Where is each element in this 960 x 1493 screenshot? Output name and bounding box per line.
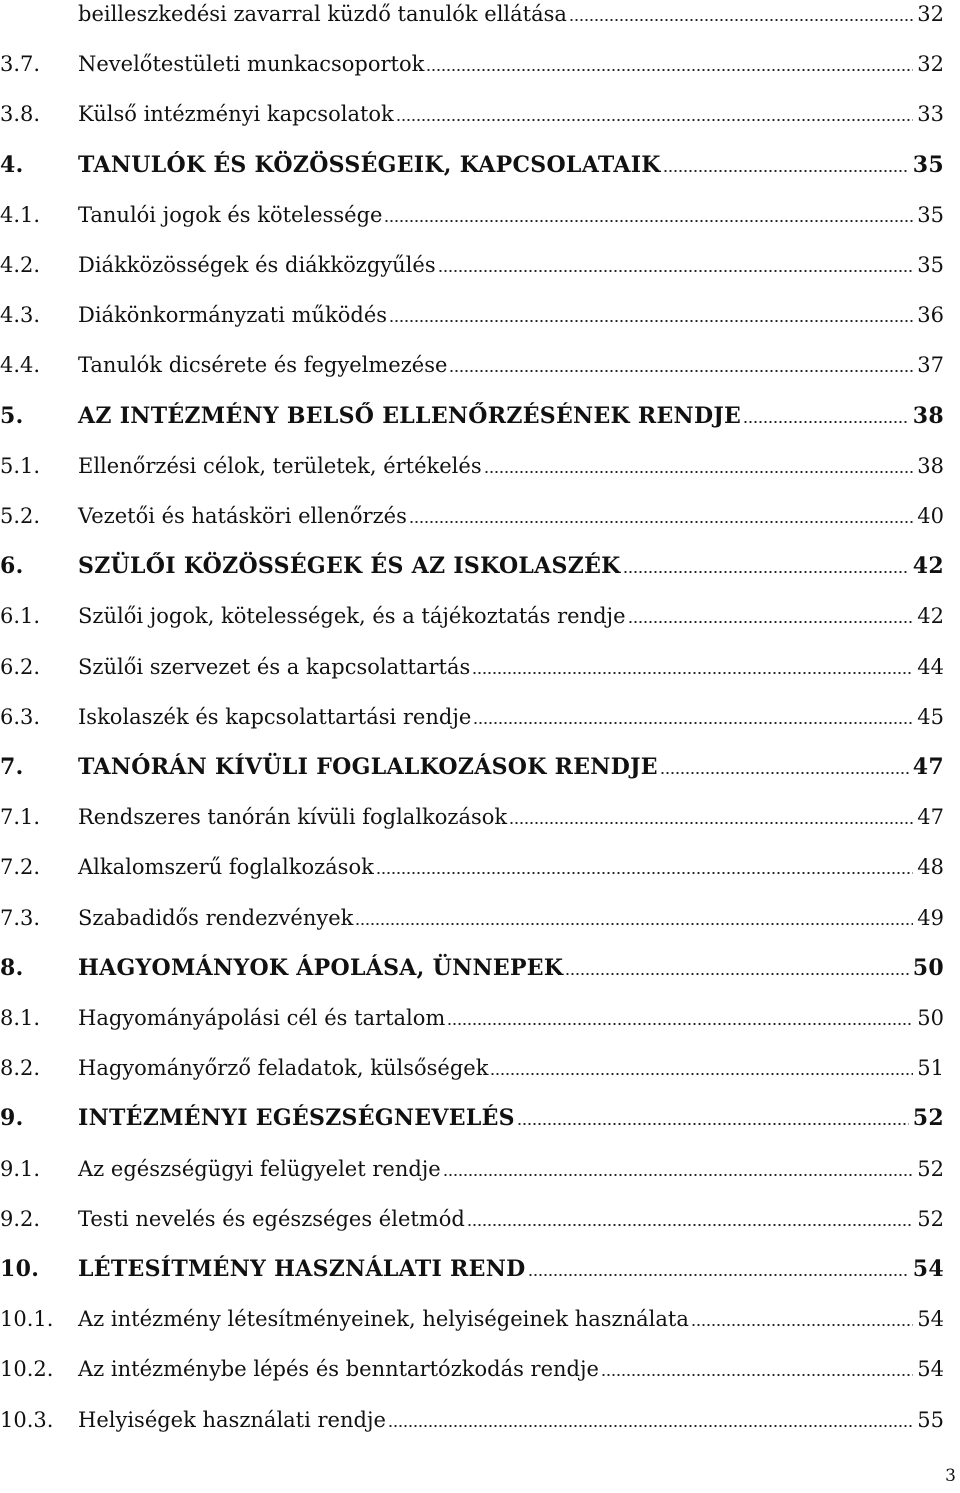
toc-entry-title: Az intézmény létesítményeinek, helyiségeinek használata bbox=[78, 1307, 689, 1332]
toc-chapter-entry[interactable] bbox=[0, 1089, 944, 1132]
toc-entry-title: Iskolaszék és kapcsolattartási rendje bbox=[78, 704, 472, 729]
toc-entry-number: 10.3. bbox=[0, 1407, 54, 1432]
toc-dot-leader bbox=[490, 1073, 913, 1075]
toc-section-entry[interactable] bbox=[0, 487, 944, 527]
toc-dot-leader bbox=[660, 772, 909, 774]
toc-dot-leader bbox=[473, 722, 913, 724]
toc-section-entry[interactable] bbox=[0, 688, 944, 728]
toc-entry-number: 8.2. bbox=[0, 1056, 41, 1081]
toc-section-entry[interactable] bbox=[0, 889, 944, 929]
toc-dot-leader bbox=[628, 621, 914, 623]
toc-entry-title: AZ INTÉZMÉNY BELSŐ ELLENŐRZÉSÉNEK RENDJE bbox=[78, 402, 742, 429]
toc-entry-number: 4.2. bbox=[0, 253, 41, 277]
toc-entry-page: 54 bbox=[917, 1357, 944, 1382]
toc-dot-leader bbox=[388, 1425, 913, 1427]
page-number: 3 bbox=[945, 1466, 956, 1486]
toc-entry-page: 50 bbox=[917, 1006, 944, 1030]
toc-entry-number: 6.1. bbox=[0, 604, 41, 629]
toc-entry-page: 52 bbox=[917, 1156, 944, 1181]
toc-dot-leader bbox=[484, 471, 914, 473]
toc-section-entry[interactable] bbox=[0, 1140, 944, 1180]
toc-entry-title: Szülői jogok, kötelességek, és a tájékoztatás rendje bbox=[78, 604, 626, 629]
toc-entry-number: 8.1. bbox=[0, 1006, 41, 1030]
toc-chapter-entry[interactable] bbox=[0, 136, 944, 176]
toc-dot-leader bbox=[601, 1374, 913, 1376]
toc-dot-leader bbox=[449, 370, 913, 372]
toc-chapter-entry[interactable] bbox=[0, 387, 944, 427]
toc-entry-title: Külső intézményi kapcsolatok bbox=[78, 102, 394, 127]
toc-section-entry[interactable] bbox=[0, 638, 944, 678]
toc-dot-leader bbox=[396, 119, 913, 121]
toc-dot-leader bbox=[409, 521, 913, 523]
toc-entry-number: 7.1. bbox=[0, 805, 41, 830]
toc-chapter-entry[interactable] bbox=[0, 939, 944, 979]
toc-entry-page: 35 bbox=[917, 202, 944, 227]
toc-entry-page: 49 bbox=[917, 905, 944, 930]
toc-entry-number: 10.1. bbox=[0, 1307, 54, 1332]
toc-entry-number: 7.3. bbox=[0, 905, 41, 930]
toc-entry-title: TANULÓK ÉS KÖZÖSSÉGEIK, KAPCSOLATAIK bbox=[78, 151, 661, 178]
toc-entry-title: Vezetői és hatásköri ellenőrzés bbox=[78, 504, 407, 528]
toc-chapter-entry[interactable] bbox=[0, 1240, 944, 1280]
toc-entry-number: 7.2. bbox=[0, 855, 41, 880]
toc-section-entry[interactable] bbox=[0, 35, 944, 75]
toc-entry-page: 35 bbox=[917, 253, 944, 277]
toc-dot-leader bbox=[517, 1123, 909, 1125]
toc-section-entry[interactable] bbox=[0, 437, 944, 477]
toc-entry-number: 3.7. bbox=[0, 52, 41, 77]
toc-dot-leader bbox=[509, 822, 913, 824]
toc-entry-number: 10. bbox=[0, 1256, 40, 1282]
toc-dot-leader bbox=[447, 1023, 913, 1025]
toc-entry-number: 6. bbox=[0, 553, 24, 580]
toc-entry-title: Hagyományőrző feladatok, külsőségek bbox=[78, 1056, 489, 1081]
toc-entry-number: 4.3. bbox=[0, 303, 41, 328]
toc-section-entry[interactable] bbox=[0, 1190, 944, 1230]
toc-entry-number: 9.1. bbox=[0, 1156, 41, 1181]
toc-entry-title: Hagyományápolási cél és tartalom bbox=[78, 1006, 446, 1030]
toc-dot-leader bbox=[528, 1274, 909, 1276]
toc-section-entry[interactable] bbox=[0, 1039, 944, 1079]
toc-entry-number: 7. bbox=[0, 754, 24, 780]
toc-section-entry[interactable] bbox=[0, 788, 944, 828]
toc-section-entry[interactable] bbox=[0, 286, 944, 326]
toc-entry-number: 9. bbox=[0, 1105, 24, 1132]
toc-entry-title: SZÜLŐI KÖZÖSSÉGEK ÉS AZ ISKOLASZÉK bbox=[78, 553, 621, 580]
toc-section-entry[interactable] bbox=[0, 186, 944, 226]
toc-dot-leader bbox=[623, 571, 909, 573]
toc-entry-number: 6.3. bbox=[0, 704, 41, 729]
toc-section-entry[interactable] bbox=[0, 838, 944, 878]
toc-dot-leader bbox=[355, 923, 913, 925]
toc-entry-number: 9.2. bbox=[0, 1206, 41, 1231]
toc-entry-title: INTÉZMÉNYI EGÉSZSÉGNEVELÉS bbox=[78, 1105, 515, 1132]
toc-entry-title: beilleszkedési zavarral küzdő tanulók ellátása bbox=[78, 2, 567, 26]
toc-entry-page: 47 bbox=[912, 754, 944, 780]
toc-entry-title: Az egészségügyi felügyelet rendje bbox=[78, 1156, 441, 1181]
toc-entry-page: 38 bbox=[912, 402, 944, 429]
toc-dot-leader bbox=[438, 270, 914, 272]
toc-entry-page: 45 bbox=[917, 704, 944, 729]
toc-entry-title: Szabadidős rendezvények bbox=[78, 905, 354, 930]
toc-entry-title: Nevelőtestületi munkacsoportok bbox=[78, 52, 425, 77]
toc-entry-title: Tanulók dicsérete és fegyelmezése bbox=[78, 353, 448, 378]
toc-dot-leader bbox=[426, 69, 913, 71]
toc-entry-page: 44 bbox=[917, 654, 944, 679]
toc-entry-page: 54 bbox=[912, 1256, 944, 1282]
toc-entry-page: 55 bbox=[917, 1407, 944, 1432]
toc-section-entry[interactable] bbox=[0, 0, 944, 25]
toc-entry-title: Ellenőrzési célok, területek, értékelés bbox=[78, 453, 482, 478]
toc-entry-page: 40 bbox=[917, 504, 944, 528]
toc-entry-page: 54 bbox=[917, 1307, 944, 1332]
toc-entry-page: 48 bbox=[917, 855, 944, 880]
toc-entry-number: 4.1. bbox=[0, 202, 41, 227]
toc-entry-page: 33 bbox=[917, 102, 944, 127]
toc-dot-leader bbox=[663, 170, 909, 172]
toc-section-entry[interactable] bbox=[0, 336, 944, 376]
toc-entry-title: Helyiségek használati rendje bbox=[78, 1407, 386, 1432]
toc-dot-leader bbox=[467, 1224, 913, 1226]
toc-entry-number: 10.2. bbox=[0, 1357, 54, 1382]
toc-entry-title: Rendszeres tanórán kívüli foglalkozások bbox=[78, 805, 508, 830]
toc-dot-leader bbox=[691, 1324, 913, 1326]
toc-entry-title: Tanulói jogok és kötelessége bbox=[78, 202, 383, 227]
toc-entry-page: 38 bbox=[917, 453, 944, 478]
toc-section-entry[interactable] bbox=[0, 236, 944, 276]
toc-entry-title: Testi nevelés és egészséges életmód bbox=[78, 1206, 465, 1231]
toc-chapter-entry[interactable] bbox=[0, 738, 944, 778]
toc-entry-page: 37 bbox=[917, 353, 944, 378]
toc-entry-number: 5. bbox=[0, 402, 24, 429]
toc-entry-page: 52 bbox=[917, 1206, 944, 1231]
toc-entry-title: HAGYOMÁNYOK ÁPOLÁSA, ÜNNEPEK bbox=[78, 954, 564, 981]
toc-entry-page: 35 bbox=[912, 151, 944, 178]
toc-dot-leader bbox=[565, 973, 908, 975]
toc-entry-title: LÉTESÍTMÉNY HASZNÁLATI REND bbox=[78, 1256, 526, 1282]
toc-entry-title: TANÓRÁN KÍVÜLI FOGLALKOZÁSOK RENDJE bbox=[78, 754, 658, 780]
toc-entry-page: 32 bbox=[917, 2, 944, 26]
toc-section-entry[interactable] bbox=[0, 1290, 944, 1330]
toc-entry-page: 36 bbox=[917, 303, 944, 328]
toc-entry-number: 5.1. bbox=[0, 453, 41, 478]
toc-entry-number: 8. bbox=[0, 954, 24, 981]
toc-entry-page: 47 bbox=[917, 805, 944, 830]
toc-dot-leader bbox=[443, 1174, 914, 1176]
toc-entry-title: Diákönkormányzati működés bbox=[78, 303, 388, 328]
toc-entry-title: Diákközösségek és diákközgyűlés bbox=[78, 253, 436, 277]
toc-dot-leader bbox=[569, 19, 913, 21]
toc-entry-title: Szülői szervezet és a kapcsolattartás bbox=[78, 654, 471, 679]
toc-entry-title: Alkalomszerű foglalkozások bbox=[78, 855, 374, 880]
toc-dot-leader bbox=[389, 320, 913, 322]
toc-entry-page: 42 bbox=[917, 604, 944, 629]
toc-entry-page: 51 bbox=[917, 1056, 944, 1081]
toc-entry-number: 3.8. bbox=[0, 102, 41, 127]
toc-section-entry[interactable] bbox=[0, 989, 944, 1029]
toc-entry-title: Az intézménybe lépés és benntartózkodás rendje bbox=[78, 1357, 599, 1382]
toc-entry-page: 42 bbox=[912, 553, 944, 580]
toc-section-entry[interactable] bbox=[0, 587, 944, 627]
toc-dot-leader bbox=[384, 220, 913, 222]
toc-dot-leader bbox=[472, 672, 913, 674]
toc-dot-leader bbox=[743, 421, 909, 423]
toc-entry-number: 6.2. bbox=[0, 654, 41, 679]
toc-section-entry[interactable] bbox=[0, 1391, 944, 1431]
toc-section-entry[interactable] bbox=[0, 1340, 944, 1380]
toc-entry-number: 4. bbox=[0, 151, 24, 178]
toc-entry-page: 32 bbox=[917, 52, 944, 77]
toc-section-entry[interactable] bbox=[0, 85, 944, 125]
toc-entry-number: 4.4. bbox=[0, 353, 41, 378]
toc-entry-page: 52 bbox=[912, 1105, 944, 1132]
toc-dot-leader bbox=[376, 872, 913, 874]
toc-entry-page: 50 bbox=[912, 954, 944, 981]
toc-chapter-entry[interactable] bbox=[0, 537, 944, 580]
toc-entry-number: 5.2. bbox=[0, 504, 41, 528]
